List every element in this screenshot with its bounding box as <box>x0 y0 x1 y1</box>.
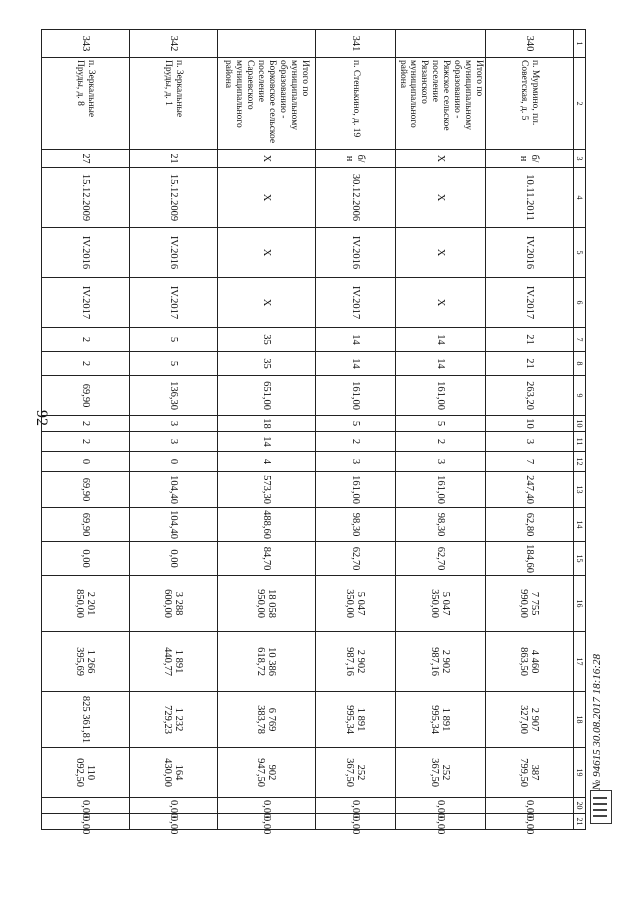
cell: 62,70 <box>395 542 485 576</box>
cell: 10.11.2011 <box>486 168 574 228</box>
cell: 0,00 <box>217 814 315 830</box>
cell: 18 <box>217 416 315 432</box>
col-8: 8 <box>574 352 586 376</box>
cell: Х <box>395 150 485 168</box>
col-7: 7 <box>574 328 586 352</box>
cell: б/н <box>315 150 395 168</box>
col-6: 6 <box>574 278 586 328</box>
cell: 69,90 <box>41 376 129 416</box>
col-14: 14 <box>574 508 586 542</box>
cell-address: п. Мурмино, пл. Советская, д. 5 <box>486 58 574 150</box>
cell: 247,40 <box>486 472 574 508</box>
cell: Х <box>217 278 315 328</box>
table-area <box>56 29 586 835</box>
cell: IV.2017 <box>129 278 217 328</box>
cell: 3 <box>315 452 395 472</box>
cell: 14 <box>395 352 485 376</box>
cell: 15.12.2009 <box>41 168 129 228</box>
cell <box>217 30 315 58</box>
cell: 69,90 <box>41 472 129 508</box>
cell: 0,00 <box>129 798 217 814</box>
cell: 0,00 <box>315 798 395 814</box>
cell: 104,40 <box>129 472 217 508</box>
cell: 1 891 440,77 <box>129 632 217 692</box>
cell: 69,90 <box>41 508 129 542</box>
cell: 0,00 <box>486 814 574 830</box>
cell: 0 <box>41 452 129 472</box>
rotated-table <box>56 29 586 835</box>
cell: 573,30 <box>217 472 315 508</box>
cell: 98,30 <box>315 508 395 542</box>
cell: 136,30 <box>129 376 217 416</box>
cell: 0,00 <box>217 798 315 814</box>
cell: 4 <box>217 452 315 472</box>
cell: 2 907 327,00 <box>486 692 574 748</box>
table-row <box>129 30 217 830</box>
cell <box>395 30 485 58</box>
col-3: 3 <box>574 150 586 168</box>
cell: 0,00 <box>395 814 485 830</box>
cell: IV.2016 <box>315 228 395 278</box>
cell: 2 902 987,16 <box>395 632 485 692</box>
cell-address: п. Стенькино, д. 19 <box>315 58 395 150</box>
cell: 161,00 <box>395 376 485 416</box>
col-2: 2 <box>574 58 586 150</box>
cell: 4 460 863,50 <box>486 632 574 692</box>
cell: Х <box>217 228 315 278</box>
cell: 387 799,50 <box>486 748 574 798</box>
cell: 2 <box>41 416 129 432</box>
cell: 35 <box>217 328 315 352</box>
cell: 340 <box>486 30 574 58</box>
col-11: 11 <box>574 432 586 452</box>
cell: 164 430,00 <box>129 748 217 798</box>
cell: 104,40 <box>129 508 217 542</box>
cell: 1 891 995,34 <box>395 692 485 748</box>
cell: Х <box>217 168 315 228</box>
barcode-stamp-icon <box>590 790 612 824</box>
header-row <box>574 30 586 830</box>
cell: Х <box>395 168 485 228</box>
cell-address: п. Зеркальные Пруды, д. 8 <box>41 58 129 150</box>
col-19: 19 <box>574 748 586 798</box>
cell: 5 <box>315 416 395 432</box>
cell: 5 047 350,00 <box>315 576 395 632</box>
cell: 62,80 <box>486 508 574 542</box>
cell: 10 386 618,72 <box>217 632 315 692</box>
cell: 1 232 729,23 <box>129 692 217 748</box>
table-row <box>315 30 395 830</box>
cell: 35 <box>217 352 315 376</box>
cell: 3 <box>129 416 217 432</box>
cell: 3 <box>395 452 485 472</box>
cell: 98,30 <box>395 508 485 542</box>
cell: 0,00 <box>395 798 485 814</box>
cell-address: Итого по муниципальному образованию - Ряжское сельское поселение Рязанского муниципального района <box>395 58 485 150</box>
cell: 252 367,50 <box>315 748 395 798</box>
cell: 5 <box>395 416 485 432</box>
col-1: 1 <box>574 30 586 58</box>
cell: 1 891 995,34 <box>315 692 395 748</box>
cell: 343 <box>41 30 129 58</box>
cell: 2 <box>41 352 129 376</box>
cell: IV.2017 <box>315 278 395 328</box>
cell: 5 <box>129 352 217 376</box>
col-16: 16 <box>574 576 586 632</box>
col-13: 13 <box>574 472 586 508</box>
cell: Х <box>217 150 315 168</box>
cell: 342 <box>129 30 217 58</box>
cell: 84,70 <box>217 542 315 576</box>
cell: IV.2016 <box>129 228 217 278</box>
col-12: 12 <box>574 452 586 472</box>
col-21: 21 <box>574 814 586 830</box>
cell: 0,00 <box>41 798 129 814</box>
col-15: 15 <box>574 542 586 576</box>
cell: 14 <box>315 352 395 376</box>
cell: 0,00 <box>41 814 129 830</box>
cell: 110 092,50 <box>41 748 129 798</box>
cell: 7 755 990,00 <box>486 576 574 632</box>
cell: Х <box>395 228 485 278</box>
cell: 902 947,50 <box>217 748 315 798</box>
cell: 7 <box>486 452 574 472</box>
cell: 15.12.2009 <box>129 168 217 228</box>
col-5: 5 <box>574 228 586 278</box>
cell: б/н <box>486 150 574 168</box>
cell: 161,00 <box>315 472 395 508</box>
cell: 10 <box>486 416 574 432</box>
col-18: 18 <box>574 692 586 748</box>
col-10: 10 <box>574 416 586 432</box>
page-number: 92 <box>33 410 50 426</box>
cell: 488,60 <box>217 508 315 542</box>
cell: 263,20 <box>486 376 574 416</box>
cell: IV.2016 <box>486 228 574 278</box>
cell: 21 <box>486 352 574 376</box>
cell: 0,00 <box>41 542 129 576</box>
table-row <box>41 30 129 830</box>
table-row <box>395 30 485 830</box>
cell: 14 <box>217 432 315 452</box>
cell: 6 769 383,78 <box>217 692 315 748</box>
cell: 825 361,81 <box>41 692 129 748</box>
cell: 30.12.2006 <box>315 168 395 228</box>
cell: 161,00 <box>395 472 485 508</box>
cell: 21 <box>486 328 574 352</box>
cell: 3 <box>486 432 574 452</box>
cell: 2 <box>41 432 129 452</box>
cell: IV.2017 <box>486 278 574 328</box>
cell: 5 047 350,00 <box>395 576 485 632</box>
data-table <box>41 29 586 835</box>
table-row <box>486 30 574 830</box>
cell: 2 902 987,16 <box>315 632 395 692</box>
cell: 2 <box>395 432 485 452</box>
cell: 651,00 <box>217 376 315 416</box>
cell: 3 288 600,00 <box>129 576 217 632</box>
cell-address: Итого по муниципальному образованию - Борковское сельское поселение Сараевского муниципального района <box>217 58 315 150</box>
cell: 0,00 <box>129 542 217 576</box>
cell: 341 <box>315 30 395 58</box>
col-4: 4 <box>574 168 586 228</box>
cell: 0,00 <box>486 798 574 814</box>
cell: 3 <box>129 432 217 452</box>
cell: 21 <box>129 150 217 168</box>
table-row <box>217 30 315 830</box>
cell-address: п. Зеркальные Пруды, д. 1 <box>129 58 217 150</box>
col-17: 17 <box>574 632 586 692</box>
cell: 1 266 395,69 <box>41 632 129 692</box>
cell: 14 <box>395 328 485 352</box>
cell: 14 <box>315 328 395 352</box>
cell: Х <box>395 278 485 328</box>
cell: 184,60 <box>486 542 574 576</box>
cell: 0,00 <box>129 814 217 830</box>
cell: 252 367,50 <box>395 748 485 798</box>
cell: 2 201 850,00 <box>41 576 129 632</box>
cell: 2 <box>41 328 129 352</box>
cell: 62,70 <box>315 542 395 576</box>
col-9: 9 <box>574 376 586 416</box>
cell: 27 <box>41 150 129 168</box>
cell: IV.2017 <box>41 278 129 328</box>
cell: 18 058 950,00 <box>217 576 315 632</box>
cell: 2 <box>315 432 395 452</box>
cell: 0 <box>129 452 217 472</box>
document-stamp-text: № 94615 30.08.2017 18:16:28 <box>591 654 603 790</box>
cell: 161,00 <box>315 376 395 416</box>
cell: IV.2016 <box>41 228 129 278</box>
cell: 0,00 <box>315 814 395 830</box>
col-20: 20 <box>574 798 586 814</box>
cell: 5 <box>129 328 217 352</box>
